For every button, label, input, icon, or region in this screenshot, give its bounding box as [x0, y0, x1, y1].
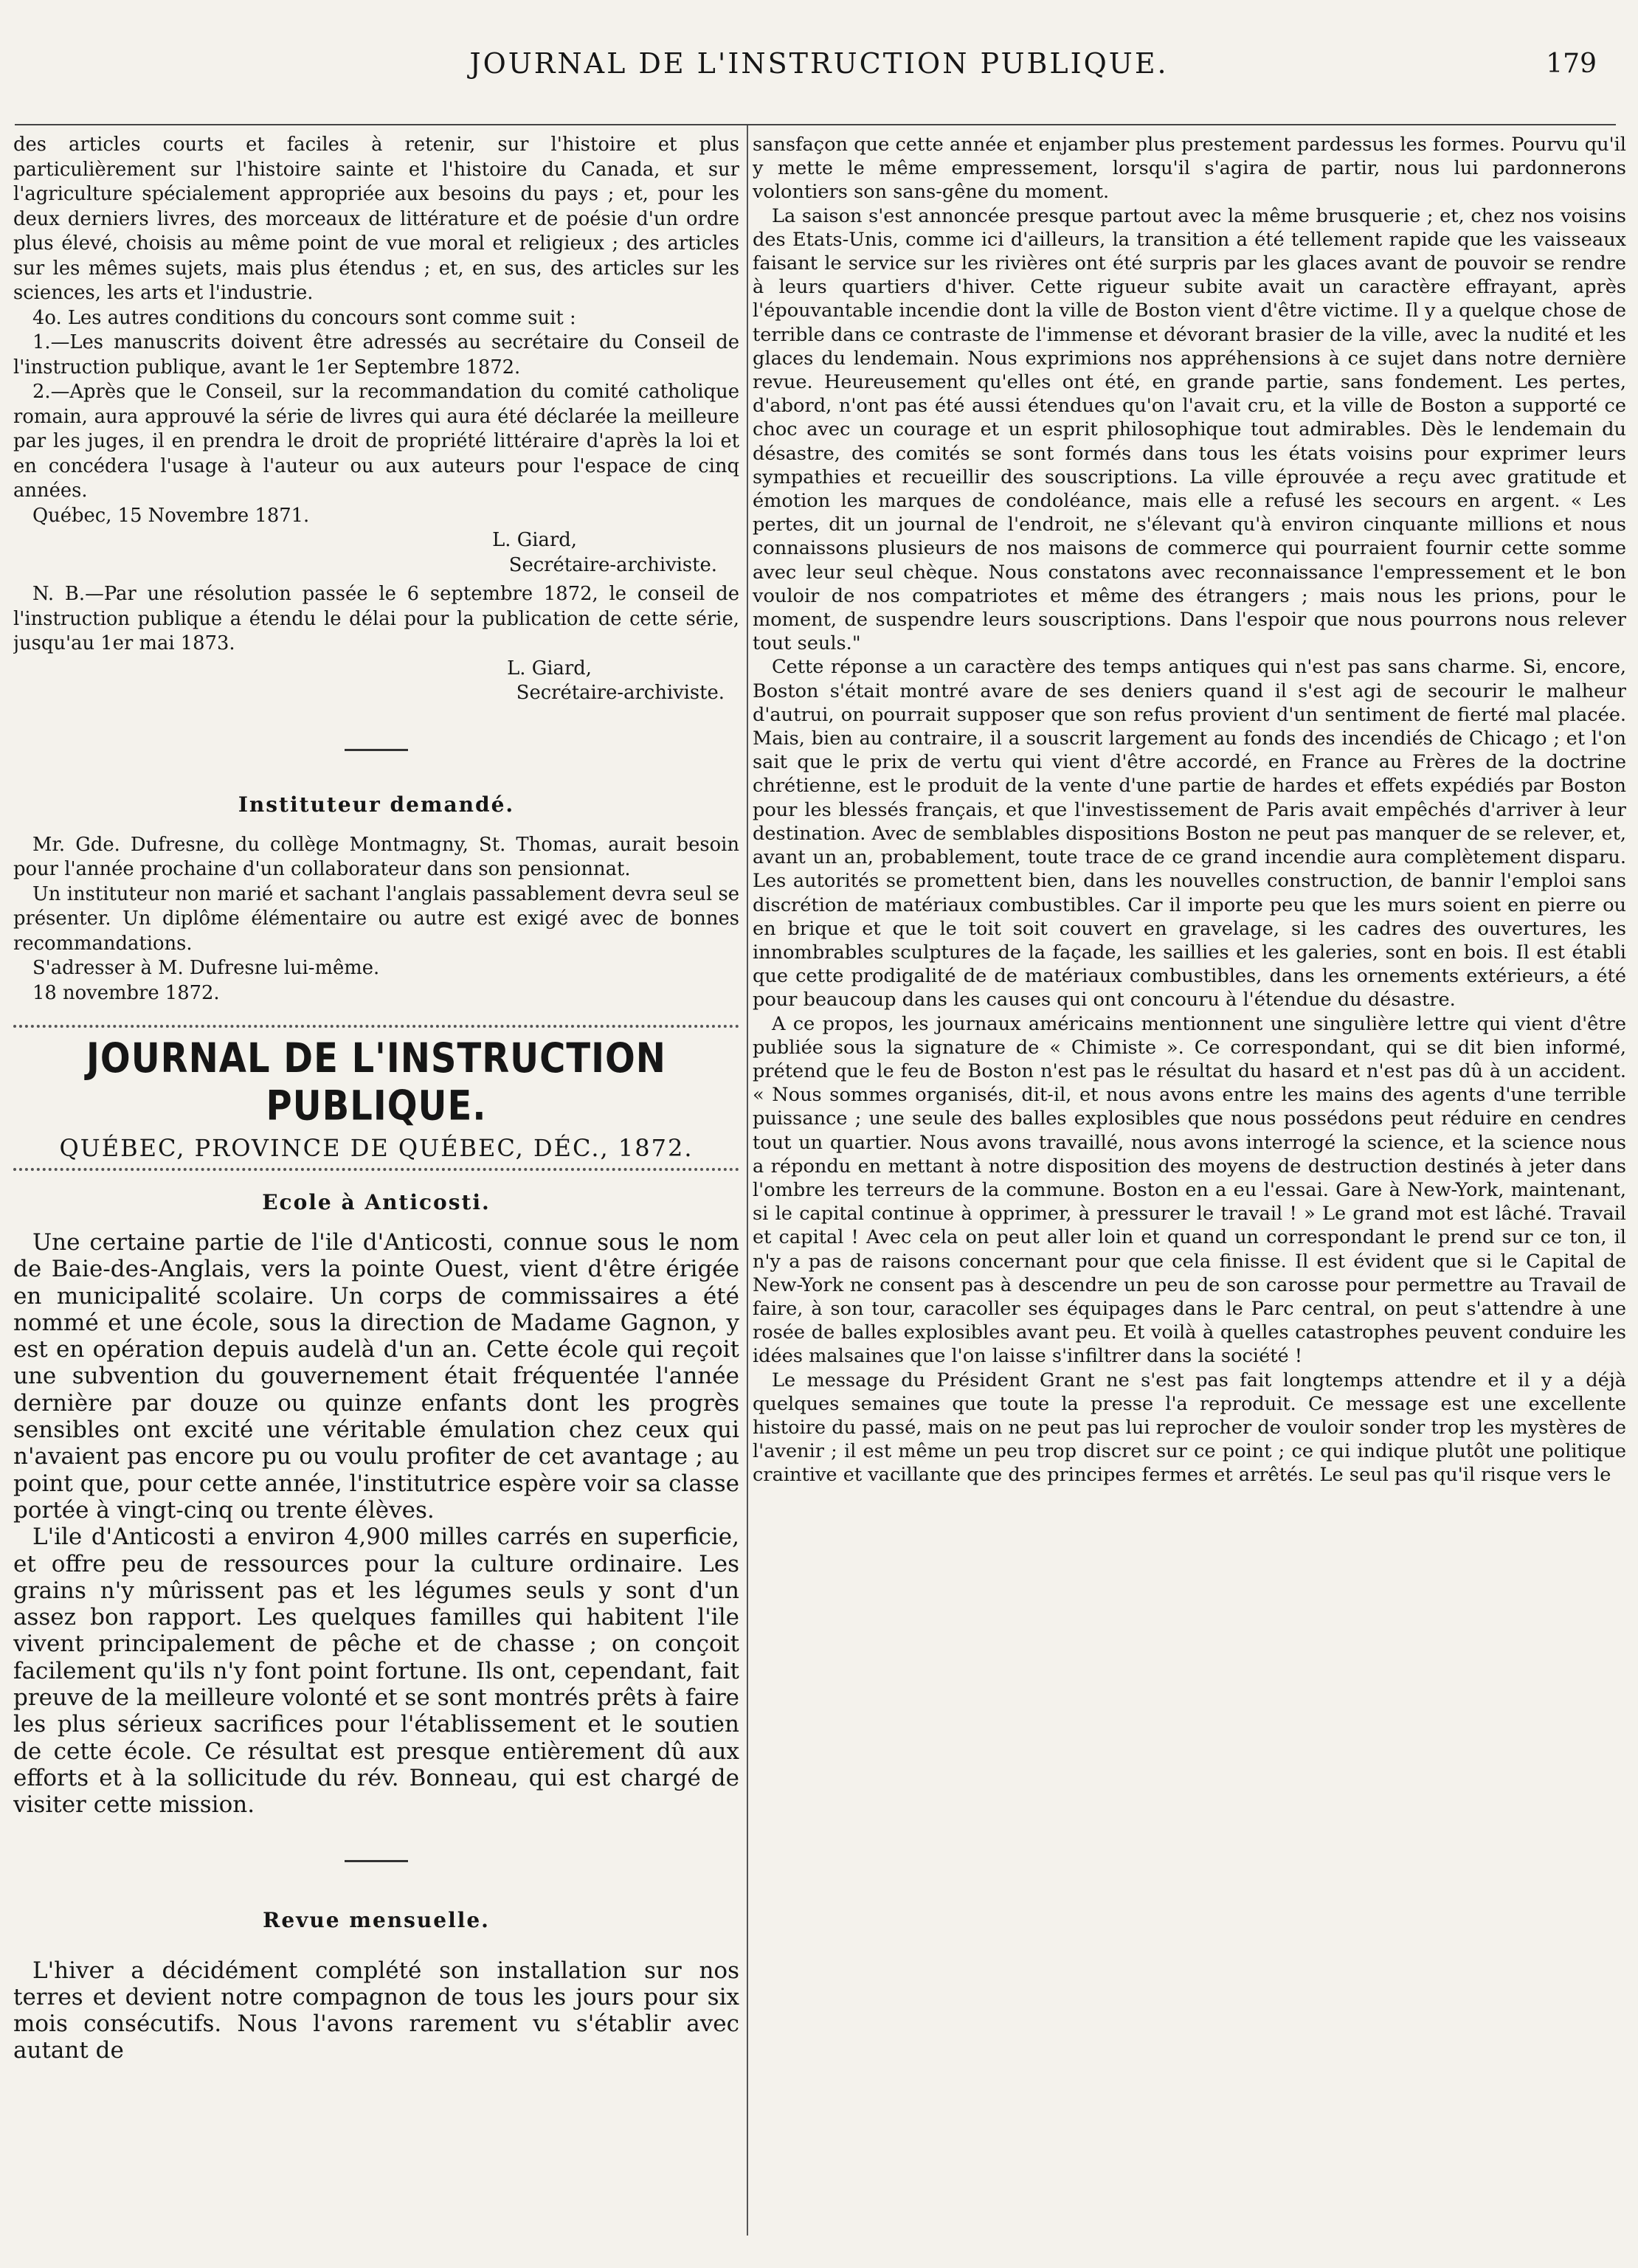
instituteur-heading: Instituteur demandé.	[238, 792, 515, 817]
anticosti-p1: Une certaine partie de l'ile d'Anticosti, connue sous le nom de Baie-des-Anglais, vers la pointe Ouest, vient d'être érigée en municipalité scolaire. Un corps de commissaires a été nommé et une école, sous la direction de Madame Gagnon, y est en opération depuis audelà d'un an. Cette école qui reçoit une subvention du gouvernement était fréquentée l'année dernière par douze ou quinze enfants dont les progrès sensibles ont excité une véritable émulation chez ceux qui n'avaient pas encore pu ou voulu profiter de cet avantage ; au point que, pour cette année, l'institutrice espère voir sa classe portée à vingt-cinq ou trente élèves.	[13, 1229, 739, 1524]
left-column	[13, 133, 739, 2243]
right-column	[753, 133, 1626, 2243]
signature2-title: Secrétaire-archiviste.	[516, 682, 725, 704]
revue-p2: La saison s'est annoncée presque partout avec la même brusquerie ; et, chez nos voisins des Etats-Unis, comme ici d'ailleurs, la transition a été tellement rapide que les vaisseaux faisant le service sur les rivières ont été surpris par les glaces avant de pouvoir se rendre à leurs quartiers d'hiver. Cette rigueur subite avait un caractère effrayant, après l'épouvantable incendie dont la ville de Boston vient d'être victime. Il y a quelque chose de terrible dans ce contraste de l'immense et dévorant brasier de la ville, avec la nudité et les glaces du lendemain. Nous exprimions nos appréhensions à ce sujet dans notre dernière revue. Heureusement qu'elles ont été, en grande partie, sans fondement. Les pertes, d'abord, n'ont pas été aussi étendues qu'on l'avait cru, et la ville de Boston a supporté ce choc avec un courage et un esprit philosophique tout admirables. Dès le lendemain du désastre, des comités se sont formés dans tous les états voisins pour exprimer leurs sympathies et recueillir des souscriptions. La ville éprouvée a reçu avec gratitude et émotion les marques de condoléance, mais elle a refusé les secours en argent. « Les pertes, dit un journal de l'endroit, ne s'élevant qu'à environ cinquante millions et nous connaissons plusieurs de nos maisons de commerce qui pourraient fournir cette somme avec leur seul chèque. Nous constatons avec reconnaissance l'empressement et le bon vouloir de nos compatriotes et même des étrangers ; mais nous les prions, pour le moment, de suspendre leurs souscriptions. Dans l'espoir que nous pourrons nous relever tout seuls."	[753, 204, 1626, 655]
instituteur-date: 18 novembre 1872.	[32, 981, 220, 1004]
journal-dateline: QUÉBEC, PROVINCE DE QUÉBEC, DÉC., 1872.	[59, 1134, 694, 1162]
journal-rule-top	[13, 1025, 739, 1028]
journal-rule-bottom	[13, 1168, 739, 1171]
date-line: Québec, 15 Novembre 1871.	[32, 504, 310, 527]
revue-p1: L'hiver a décidément complété son installation sur nos terres et devient notre compagnon de tous les jours pour six mois consécutifs. Nous l'avons rarement vu s'établir avec autant de	[13, 1957, 739, 2064]
section-separator	[345, 749, 408, 751]
page-header	[0, 43, 1638, 87]
contest-paragraph: des articles courts et faciles à retenir, sur l'histoire et plus particulièrement sur l'histoire sainte et l'histoire du Canada, et sur l'agriculture spécialement appropriée aux besoins du pays ; et, pour les deux derniers livres, des morceaux de littérature et de poésie d'un ordre plus élevé, choisis au même point de vue moral et religieux ; des articles sur les mêmes sujets, mais plus étendus ; et, en sus, des articles sur les sciences, les arts et l'industrie.	[13, 134, 739, 304]
revue-continued-p1: sansfaçon que cette année et enjamber plus prestement pardessus les formes. Pourvu qu'il y mette le même empressement, lorsqu'il s'agira de partir, nous lui pardonnerons volontiers son sans-gêne du moment.	[753, 134, 1626, 204]
signature-name: L. Giard,	[492, 529, 577, 551]
column-divider	[747, 125, 748, 2236]
page-number: 179	[1546, 49, 1597, 79]
revue-p5: Le message du Président Grant ne s'est pas fait longtemps attendre et il y a déjà quelques semaines que toute la presse l'a reproduit. Ce message est une excellente histoire du passé, mais on ne peut pas lui reprocher de vouloir sonder trop les mystères de l'avenir ; il est même un peu trop discret sur ce point ; ce qui indique plutôt une politique craintive et vacillante que des principes fermes et arrêtés. Le seul pas qu'il risque vers le	[753, 1369, 1626, 1487]
anticosti-heading: Ecole à Anticosti.	[262, 1190, 491, 1214]
nb-paragraph: N. B.—Par une résolution passée le 6 septembre 1872, le conseil de l'instruction publique a étendu le délai pour la publication de cette série, jusqu'au 1er mai 1873.	[13, 583, 739, 654]
signature2-name: L. Giard,	[507, 657, 592, 680]
section-separator-2	[345, 1860, 408, 1862]
journal-masthead: JOURNAL DE L'INSTRUCTION PUBLIQUE.	[86, 1034, 666, 1130]
signature-title: Secrétaire-archiviste.	[508, 553, 717, 576]
revue-p3: Cette réponse a un caractère des temps antiques qui n'est pas sans charme. Si, encore, Boston s'était montré avare de ses deniers quand il s'est agi de secourir le malheur d'autrui, on pourrait supposer que son refus provient d'un sentiment de fierté mal placée. Mais, bien au contraire, il a souscrit largement au fonds des incendiés de Chicago ; et l'on sait que le prix de vertu qui vient d'être accordé, en France au Frères de la doctrine chrétienne, est le produit de la vente d'une partie de hardes et effets expédiés par Boston pour les blessés français, et que l'investissement de Paris avait empêchés d'arriver à leur destination. Avec de semblables dispositions Boston ne peut pas manquer de se relever, et, avant un an, probablement, toute trace de ce grand incendie aura complètement disparu. Les autorités se promettent bien, dans les nouvelles construction, de bannir l'emploi sans discrétion de matériaux combustibles. Car il importe peu que les murs soient en pierre ou en brique et que le toit soit couvert en gravelage, si les cadres des ouvertures, les innombrables sculptures de la façade, les saillies et les galeries, sont en bois. Il est établi que cette prodigalité de de matériaux combustibles, dans les ornements extérieurs, a été pour beaucoup dans les causes qui ont concouru à l'étendue du désastre.	[753, 656, 1626, 1012]
revue-p4: A ce propos, les journaux américains mentionnent une singulière lettre qui vient d'être publiée sous la signature de « Chimiste ». Ce correspondant, qui se dit bien informé, prétend que le feu de Boston n'est pas le résultat du hasard et n'est pas dû à un accident. « Nous sommes organisés, dit-il, et nous avons entre les mains des agents d'une terrible puissance ; une seule des balles explosibles que nous possédons peut réduire en cendres tout un quartier. Nous avons travaillé, nous avons interrogé la science, et la science nous a répondu en mettant à notre disposition des moyens de destruction destinés à jeter dans l'ombre les terreurs de la commune. Boston en a eu l'essai. Gare à New-York, maintenant, si le capital continue à opprimer, à pressurer le travail ! » Le grand mot est lâché. Travail et capital ! Avec cela on peut aller loin et quand un correspondant le prend sur ce ton, il n'y a pas de raisons concernant pour que cela finisse. Il est évident que si le Capital de New-York ne consent pas à descendre un peu de son carosse pour permettre au Travail de faire, à son tour, caracoller ses équipages dans le Parc central, on peut s'attendre à une rosée de balles explosibles avant peu. Et voilà à quelles catastrophes peuvent conduire les idées malsaines que l'on laisse s'infiltrer dans la société !	[753, 1012, 1626, 1368]
anticosti-p2: L'ile d'Anticosti a environ 4,900 milles carrés en superficie, et offre peu de ressources pour la culture ordinaire. Les grains n'y mûrissent pas et les légumes seuls y sont d'un assez bon rapport. Les quelques familles qui habitent l'ile vivent principalement de pêche et de chasse ; on conçoit facilement qu'ils n'y font point fortune. Ils ont, cependant, fait preuve de la meilleure volonté et se sont montrés prêts à faire les plus sérieux sacrifices pour l'établissement et le soutien de cette école. Ce résultat est presque entièrement dû aux efforts et à la sollicitude du rév. Bonneau, qui est chargé de visiter cette mission.	[13, 1524, 739, 1819]
condition-1: 1.—Les manuscrits doivent être adressés au secrétaire du Conseil de l'instruction publique, avant le 1er Septembre 1872.	[13, 331, 739, 378]
conditions-intro: 4o. Les autres conditions du concours sont comme suit :	[32, 306, 576, 329]
instituteur-p2: Un instituteur non marié et sachant l'anglais passablement devra seul se présenter. Un diplôme élémentaire ou autre est exigé avec de bonnes recommandations.	[13, 882, 739, 955]
revue-heading: Revue mensuelle.	[263, 1907, 490, 1932]
running-title: JOURNAL DE L'INSTRUCTION PUBLIQUE.	[469, 47, 1169, 80]
condition-2: 2.—Après que le Conseil, sur la recommandation du comité catholique romain, aura approuvé la série de livres qui aura été déclarée la meilleure par les juges, il en prendra le droit de propriété littéraire d'après la loi et en concédera l'usage à l'auteur ou aux auteurs pour l'espace de cinq années.	[13, 381, 739, 502]
instituteur-p1: Mr. Gde. Dufresne, du collège Montmagny, St. Thomas, aurait besoin pour l'année prochaine d'un collaborateur dans son pensionnat.	[13, 833, 739, 880]
header-rule	[15, 124, 1616, 125]
instituteur-p3: S'adresser à M. Dufresne lui-même.	[32, 957, 380, 979]
